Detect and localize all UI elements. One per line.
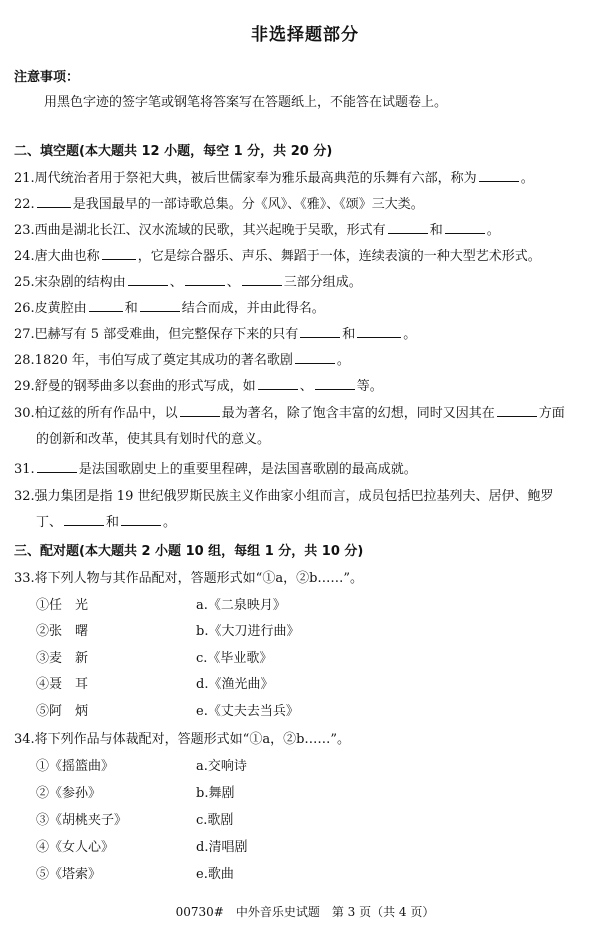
question-29: 29.舒曼的钢琴曲多以套曲的形式写成，如 、 等。	[14, 379, 383, 394]
answer-blank	[497, 404, 537, 417]
question-32: 32.强力集团是指 19 世纪俄罗斯民族主义作曲家小组而言，成员包括巴拉基列夫、居伊、鲍罗	[14, 489, 554, 504]
match-right-item: c.歌剧	[196, 813, 234, 828]
answer-blank	[242, 273, 282, 286]
question-30-continued: 的创新和改革，使其具有划时代的意义。	[36, 432, 271, 447]
answer-blank	[37, 460, 77, 473]
answer-blank	[128, 273, 168, 286]
match-left-item: ①《摇篮曲》	[36, 759, 115, 774]
question-32-continued: 丁、 和 。	[36, 515, 177, 530]
page-title: 非选择题部分	[251, 25, 359, 45]
answer-blank	[357, 325, 401, 338]
question-31: 31. 是法国歌剧史上的重要里程碑，是法国喜歌剧的最高成就。	[14, 462, 417, 477]
match-left-item: ③《胡桃夹子》	[36, 813, 128, 828]
question-24: 24.唐大曲也称 ，它是综合器乐、声乐、舞蹈于一体，连续表演的一种大型艺术形式。	[14, 249, 541, 264]
section-heading-matching: 三、配对题(本大题共 2 小题 10 组，每组 1 分，共 10 分)	[14, 544, 364, 559]
question-27: 27.巴赫写有 5 部受难曲，但完整保存下来的只有 和 。	[14, 327, 417, 342]
answer-blank	[121, 513, 161, 526]
page-footer: 00730# 中外音乐史试题 第 3 页（共 4 页）	[175, 905, 435, 919]
question-25: 25.宋杂剧的结构由 、 、 三部分组成。	[14, 275, 362, 290]
question-21: 21.周代统治者用于祭祀大典，被后世儒家奉为雅乐最高典范的乐舞有六部，称为 。	[14, 171, 534, 186]
answer-blank	[300, 325, 340, 338]
section-heading-fill-in: 二、填空题(本大题共 12 小题，每空 1 分，共 20 分)	[14, 144, 333, 159]
answer-blank	[89, 299, 123, 312]
question-33-stem: 33.将下列人物与其作品配对，答题形式如“①a，②b……”。	[14, 571, 364, 586]
notice-heading: 注意事项：	[14, 70, 80, 85]
match-right-item: b.舞剧	[196, 786, 235, 801]
match-left-item: ①任 光	[36, 598, 89, 613]
answer-blank	[445, 221, 485, 234]
question-26: 26.皮黄腔由 和 结合而成，并由此得名。	[14, 301, 325, 316]
match-left-item: ⑤《塔索》	[36, 867, 102, 882]
notice-body: 用黑色字迹的签字笔或钢笔将答案写在答题纸上，不能答在试题卷上。	[44, 95, 448, 110]
question-34-stem: 34.将下列作品与体裁配对，答题形式如“①a，②b……”。	[14, 732, 351, 747]
answer-blank	[140, 299, 180, 312]
answer-blank	[388, 221, 428, 234]
match-left-item: ③麦 新	[36, 651, 89, 666]
answer-blank	[258, 377, 298, 390]
match-right-item: c.《毕业歌》	[196, 651, 273, 666]
answer-blank	[102, 247, 136, 260]
answer-blank	[180, 404, 220, 417]
match-left-item: ②《参孙》	[36, 786, 102, 801]
question-28: 28.1820 年，韦伯写成了奠定其成功的著名歌剧 。	[14, 353, 350, 368]
answer-blank	[479, 169, 519, 182]
answer-blank	[315, 377, 355, 390]
match-left-item: ④《女人心》	[36, 840, 115, 855]
answer-blank	[64, 513, 104, 526]
match-left-item: ④聂 耳	[36, 677, 89, 692]
match-right-item: e.《丈夫去当兵》	[196, 704, 299, 719]
match-right-item: a.交响诗	[196, 759, 247, 774]
question-22: 22. 是我国最早的一部诗歌总集。分《风》、《雅》、《颂》三大类。	[14, 197, 424, 212]
match-right-item: e.歌曲	[196, 867, 234, 882]
answer-blank	[185, 273, 225, 286]
match-right-item: b.《大刀进行曲》	[196, 624, 300, 639]
answer-blank	[37, 195, 71, 208]
match-right-item: d.清唱剧	[196, 840, 248, 855]
match-left-item: ⑤阿 炳	[36, 704, 89, 719]
answer-blank	[295, 351, 335, 364]
match-left-item: ②张 曙	[36, 624, 89, 639]
question-30: 30.柏辽兹的所有作品中，以 最为著名，除了饱含丰富的幻想，同时又因其在 方面	[14, 406, 565, 421]
question-23: 23.西曲是湖北长江、汉水流域的民歌，其兴起晚于吴歌，形式有 和 。	[14, 223, 500, 238]
match-right-item: d.《渔光曲》	[196, 677, 274, 692]
match-right-item: a.《二泉映月》	[196, 598, 286, 613]
